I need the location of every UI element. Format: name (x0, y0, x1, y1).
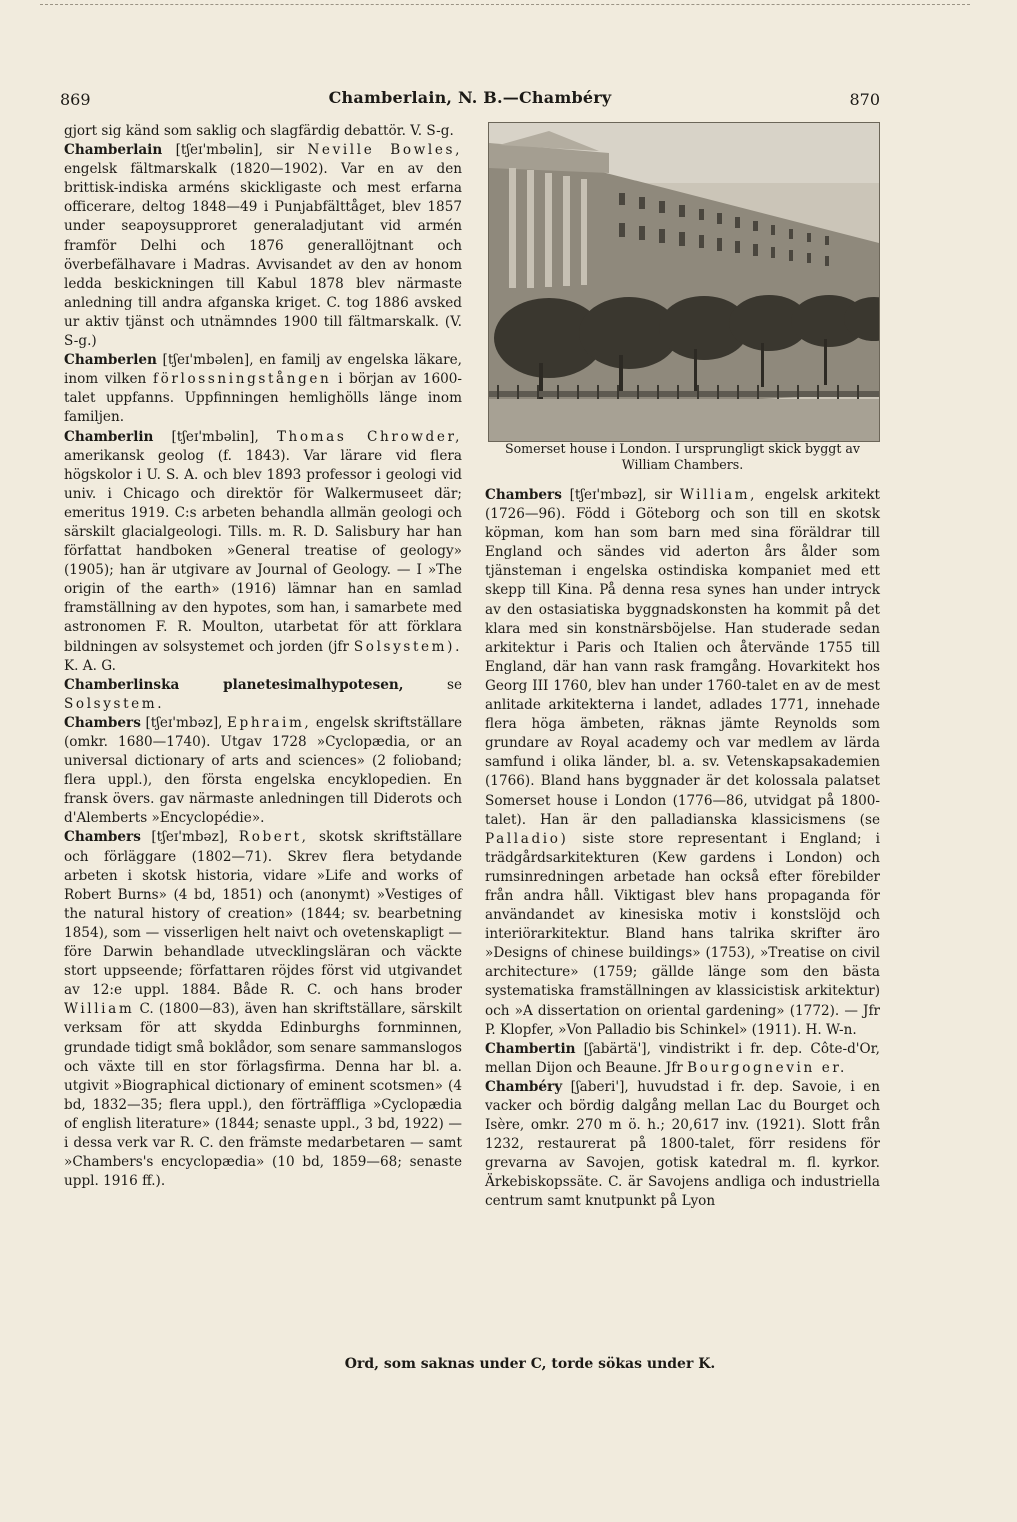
building-illustration (489, 123, 879, 441)
entry-chambers-robert (64, 828, 462, 1191)
entry-chambers-ephraim (64, 714, 462, 829)
entry-text: gjort sig känd som saklig och slagfärdig debattör. V. S-g. (64, 123, 454, 139)
entry-headword: Chambéry (485, 1078, 563, 1095)
entry-text: engelsk skriftställare (omkr. 1680—1740). Utgav 1728 »Cyclopædia, or an universal dictionary of arts and sciences» (2 folioband; flera uppl.), den första engelska encyklopedien. En fransk övers. gav närmaste anledningen till Diderots och d'Alemberts »Encyclopédie». (64, 714, 463, 827)
right-column (485, 486, 880, 1212)
entry-name: Neville Bowles, (307, 142, 462, 159)
cross-reference: Solsystem. (64, 695, 165, 712)
running-title: Chamberlain, N. B.—Chambéry (328, 88, 612, 107)
entry-pronunciation: [ʃaberi'], (570, 1078, 629, 1095)
running-header (60, 88, 880, 112)
entry-emphasis: William (64, 1001, 135, 1018)
entry-name: Robert, (238, 829, 309, 846)
entry-chamberlain-neville (64, 141, 462, 351)
entry-headword: Chamberlain (64, 142, 163, 159)
entry-text: engelsk fältmarskalk (1820—1902). Var en av den brittisk-indiska arméns skickligaste och mest erfarna officerare, deltog 1848—49 i Punjabfälttåget, blev 1857 under seapoysupproret generaladjutant vid armén framför Delhi och 1876 generallöjtnant och överbefälhavare i Madras. Avvisandet av den av honom ledda beskickningen till Kabul 1878 blev närmaste anledning till andra afganska kriget. C. tog 1886 avsked ur aktiv tjänst och utnämndes 1900 till fältmarskalk. (V. S-g.) (64, 161, 462, 350)
cross-reference: Solsystem). (353, 638, 462, 655)
entry-text: skotsk skriftställare och förläggare (1802—71). Skrev flera betydande arbeten i skotsk historia, vidare »Life and works of Robert Burns» (4 bd, 1851) och (anonymt) »Vestiges of the natural history of creation» (1844; sv. bearbetning 1854), som — visserligen helt naivt och ovetenskapligt — före Darwin behandlade utvecklingsläran och väckte stort uppseende; författaren röjdes först vid utgivandet av 12:e uppl. 1884. Både R. C. och hans broder (64, 829, 462, 999)
entry-text: engelsk arkitekt (1726—96). Född i Göteborg och son till en skotsk köpman, kom han som barn med sina föräldrar till England och sändes vid aderton års ålder som tjänsteman i engelska ostindiska kompaniet med ett skepp till Kina. På denna resa synes han under intryck av den ostasiatiska byggnadskonsten ha kommit på det klara med sin konstnärsböjelse. Han studerade sedan arkitektur i Paris och Italien och återvände 1755 till England, där han vann rask framgång. Hovarkitekt hos Georg III 1760, blev han under 1760-talet en av de mest anlitade arkitekterna i landet, adlades 1771, innehade flera höga ämbeten, räknas jämte Reynolds som grundare av Royal academy och var medlem av lärda samfund i olika länder, bl. a. sv. Vetenskapsakademien (1766). Bland hans byggnader är det kolossala palatset Somerset house i London (1776—86, utvidgat på 1800-talet). Han är den palladianska klassicismens (se (485, 487, 880, 828)
figure-caption: Somerset house i London. I ursprungligt skick byggt av William Chambers. (504, 441, 861, 472)
entry-pronunciation: [tʃeɪ'mbəz], (145, 714, 223, 731)
entry-chamberlen (64, 351, 462, 427)
cross-reference: Bourgognevin er. (687, 1059, 847, 1076)
entry-pronunciation: [tʃeɪ'mbəz], sir (569, 487, 673, 503)
entry-headword: Chambertin (485, 1040, 576, 1057)
cross-reference: Palladio) (485, 830, 569, 847)
entry-chambertin (485, 1040, 880, 1078)
entry-chambery (485, 1078, 880, 1212)
entry-text: [tʃeɪ'mbəlen], en familj av engelska läkare, inom vilken (64, 352, 462, 388)
entry-text: siste store representant i England; i trädgårdsarkitekturen (Kew gardens i London) och rumsinredningen arbetade han också efter förebilder från andra håll. Viktigast blev hans propaganda för användandet av kinesiska motiv i konstslöjd och interiörarkitektur. Bland hans talrika skrifter äro »Designs of chinese buildings» (1753), »Treatise on civil architecture» (1759; gällde länge som den bästa systematiska framställningen av klassicistisk arkitektur) och »A dissertation on oriental gardening» (1772). — Jfr P. Klopfer, »Von Palladio bis Schinkel» (1911). (485, 830, 880, 1038)
entry-pronunciation: [ʃabärtä'], (583, 1040, 651, 1057)
entry-text: vindistrikt i fr. dep. Côte-d'Or, mellan Dijon och Beaune. Jfr (485, 1040, 881, 1076)
top-rule (40, 4, 970, 5)
entry-text: se (446, 676, 463, 693)
left-column (64, 122, 462, 1191)
entry-pronunciation: [tʃeɪ'mbəz], (151, 829, 229, 846)
author-signature: K. A. G. (64, 657, 116, 674)
entry-headword: Chamberlin (64, 428, 154, 445)
entry-text: huvudstad i fr. dep. Savoie, i en vacker och bördig dalgång mellan Lac du Bourget och Isère, omkr. 270 m ö. h.; 20,617 inv. (1921). Slott från 1232, restaurerat på 1800-talet, förr residens för grevarna av Savojen, gotisk katedral m. fl. kyrkor. Ärkebiskopssäte. C. är Savojens andliga och industriella centrum samt knutpunkt på Lyon (485, 1078, 880, 1210)
entry-text: amerikansk geolog (f. 1843). Var lärare vid flera högskolor i U. S. A. och blev 1893 professor i geologi vid univ. i Chicago och direktör för Walkermuseet där; emeritus 1919. C:s arbeten behandla allmän geologi och särskilt glacialgeologi. Tills. m. R. D. Salisbury har han författat handboken »General treatise of geology» (1905); han är utgivare av Journal of Geology. — I »The origin of the earth» (1916) lämnar han en samlad framställning av den hypotes, som han, i samarbete med astronomen F. R. Moulton, utarbetat för att förklara bildningen av solsystemet och jorden (jfr (64, 447, 462, 655)
author-signature: H. W-n. (805, 1021, 857, 1038)
entry-continuation (64, 122, 462, 141)
entry-headword: Chambers (64, 714, 141, 731)
entry-pronunciation: [tʃeɪ'mbəlin], sir (175, 142, 295, 159)
entry-name: Ephraim, (227, 714, 312, 731)
entry-chambers-william (485, 486, 880, 1040)
entry-name: Thomas Chrowder, (276, 428, 462, 445)
page-number-left: 869 (60, 90, 91, 109)
entry-chamberlinska (64, 676, 462, 714)
entry-chamberlin (64, 428, 462, 676)
page-number-right: 870 (849, 90, 880, 109)
page-footer-note: Ord, som saknas under C, torde sökas under K. (344, 1356, 716, 1372)
entry-text: C. (1800—83), även han skriftställare, särskilt verksam för att skydda Edinburghs fornminnen, grundade tidigt små boklådor, som senare sammanslogos och växte till en stor förlagsfirma. Denna har bl. a. utgivit »Biographical dictionary of eminent scotsmen» (4 bd, 1832—35; flera uppl.), den förträffliga »Cyclopædia of english literature» (1844; senaste uppl., 3 bd, 1922) — i dessa verk var R. C. den främste medarbetaren — samt »Chambers's encyclopædia» (10 bd, 1859—68; senaste uppl. 1916 ff.). (64, 1001, 462, 1190)
entry-name: William, (679, 487, 758, 503)
entry-emphasis: förlossningstången (153, 371, 332, 388)
entry-headword: Chamberlinska planetesimalhypotesen, (64, 676, 404, 693)
entry-pronunciation: [tʃeɪ'mbəlin], (171, 428, 259, 445)
entry-headword: Chamberlen (64, 352, 157, 369)
entry-headword: Chambers (64, 829, 141, 846)
entry-headword: Chambers (485, 487, 562, 503)
entry-text: i början av 1600-talet uppfanns. Uppfinningen hemlighölls länge inom familjen. (64, 371, 462, 426)
somerset-house-photo (488, 122, 880, 442)
